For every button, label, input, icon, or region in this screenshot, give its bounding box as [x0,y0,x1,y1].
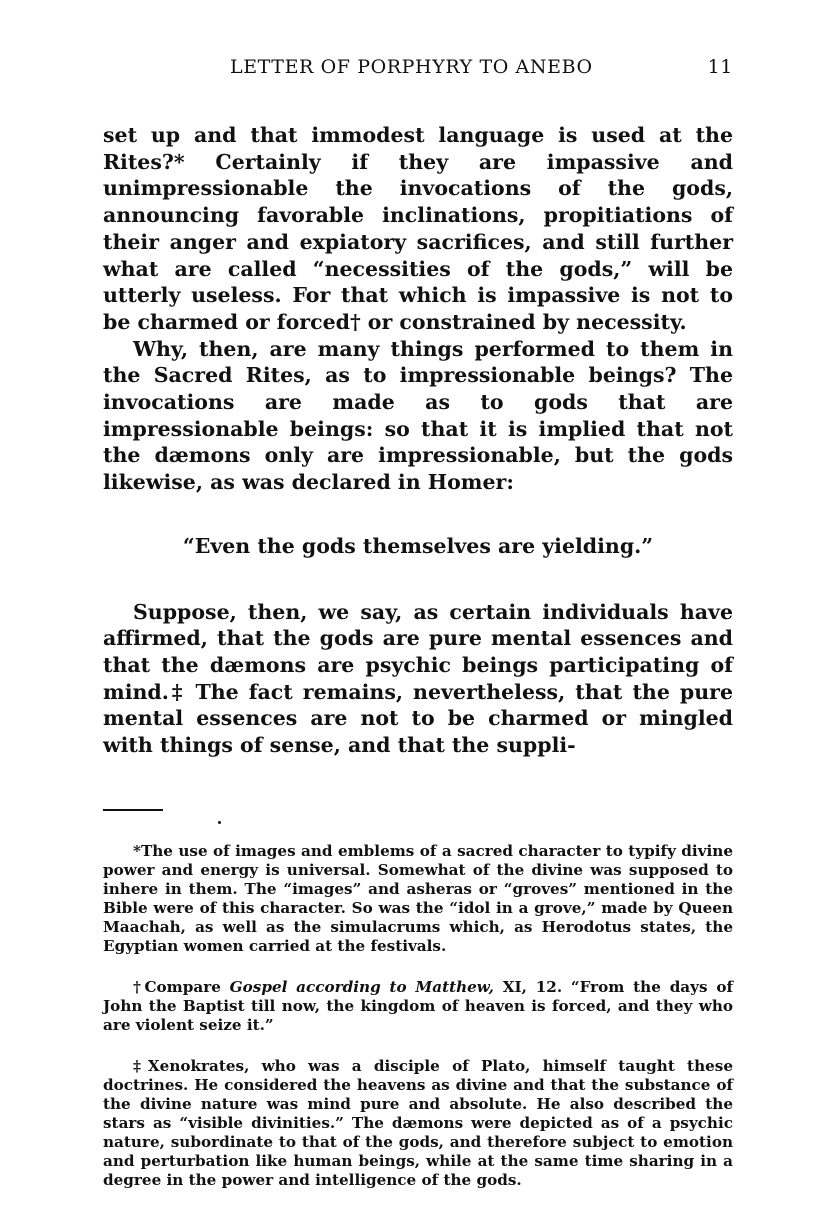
footnote-2-pre: †Compare [133,977,230,996]
running-title: LETTER OF PORPHYRY TO ANEBO [230,56,593,78]
footnote-rule [103,809,163,811]
footnote-1: *The use of images and emblems of a sacred character to typify divine power and energy is universal. Somewhat of the divine was supposed to inhere in them. The “images” and asheras or “groves” mentioned in the Bible were of this character. So was the “idol in a grove,” made by Queen Maachah, as well as the simulacrums which, as Herodotus states, the Egyptian women carried at the festivals. [103,841,733,955]
page-number: 11 [707,56,733,78]
footnote-2-post: XI, 12. “From the days of John the Baptist till now, the kingdom of heaven is forced, and they who are violent seize it.” [103,977,733,1034]
main-text [103,122,733,759]
paragraph-1: set up and that immodest language is used at the Rites?* Certainly if they are impassive and unimpressionable the invocations of the gods, announcing favorable inclinations, propitiations of their anger and expiatory sacrifices, and still further what are called “necessities of the gods,” will be utterly useless. For that which is impassive is not to be charmed or forced† or constrained by necessity. [103,123,733,334]
paragraph-3: Suppose, then, we say, as certain individuals have affirmed, that the gods are pure mental essences and that the dæmons are psychic beings participating of mind.‡ The fact remains, nevertheless, that the pure mental essences are not to be charmed or mingled with things of sense, and that the suppli- [103,599,733,758]
footnote-3: ‡Xenokrates, who was a disciple of Plato, himself taught these doctrines. He considered the heavens as divine and that the substance of the divine nature was mind pure and absolute. He also described the stars as “visible divinities.” The dæmons were depicted as of a psychic nature, subordinate to that of the gods, and therefore subject to emotion and perturbation like human beings, while at the same time sharing in a degree in the power and intelligence of the gods. [103,1056,733,1189]
footnotes [103,842,733,1190]
homer-quote: “Even the gods themselves are yielding.” [182,533,654,558]
book-page [103,56,733,1212]
footnote-2-title: Gospel according to Matthew, [229,977,494,996]
running-header [103,56,733,86]
footnote-2 [103,978,733,1035]
stray-dot [218,821,221,824]
paragraph-2: Why, then, are many things performed to them in the Sacred Rites, as to impressionable beings? The invocations are made as to gods that are impressionable beings: so that it is implied that not the dæmons only are impressionable, but the gods likewise, as was declared in Homer: [103,336,733,495]
